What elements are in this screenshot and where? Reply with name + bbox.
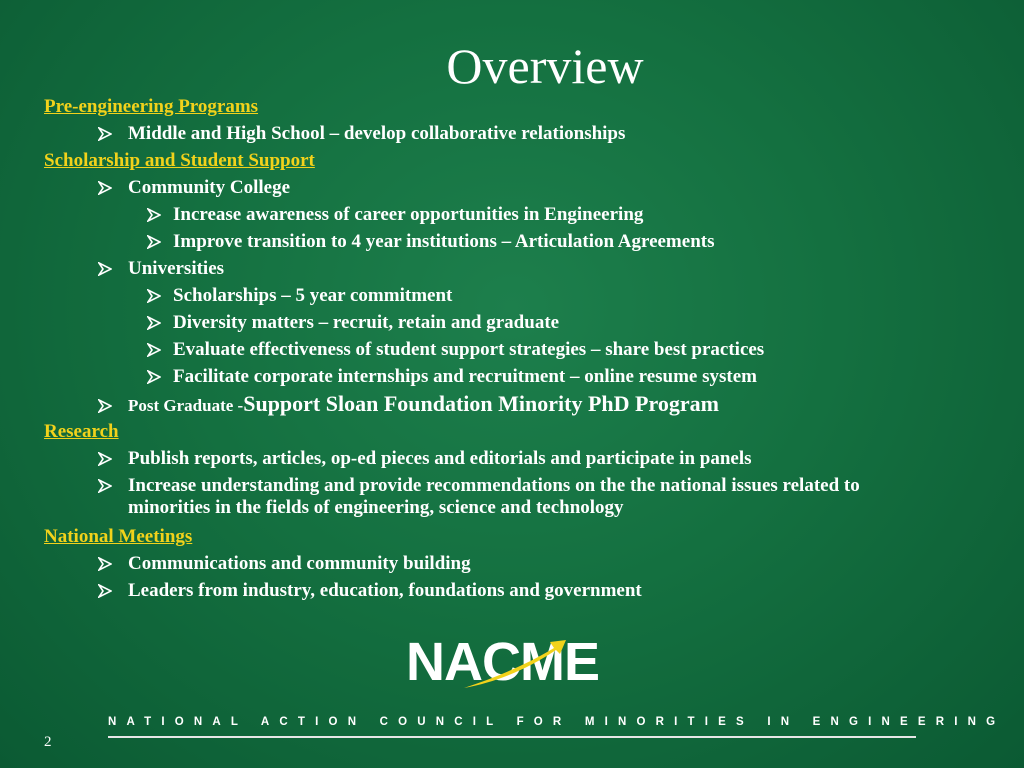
- list-item-text: Facilitate corporate internships and recruitment – online resume system: [173, 366, 757, 387]
- arrow-bullet-icon: [98, 395, 118, 417]
- page-number: 2: [44, 734, 52, 750]
- list-item: [44, 393, 1004, 421]
- list-item-text: Evaluate effectiveness of student support strategies – share best practices: [173, 339, 765, 360]
- arrow-bullet-icon: [147, 204, 167, 226]
- arrow-bullet-icon: [98, 123, 118, 145]
- list-item-text: Diversity matters – recruit, retain and graduate: [173, 312, 560, 333]
- list-item: [44, 177, 1004, 204]
- list-item: [44, 204, 1004, 231]
- arrow-bullet-icon: [147, 312, 167, 334]
- list-item: [44, 366, 1004, 393]
- list-item: [44, 258, 1004, 285]
- list-item: [44, 123, 1004, 150]
- arrow-bullet-icon: [98, 580, 118, 602]
- list-item: [44, 339, 1004, 366]
- logo-tagline: NATIONAL ACTION COUNCIL FOR MINORITIES IN ENGINEERING: [108, 714, 916, 738]
- list-item-text: Middle and High School – develop collaborative relationships: [128, 123, 626, 144]
- heading-pre-engineering: Pre-engineering Programs: [44, 96, 259, 117]
- list-item-text: Leaders from industry, education, foundations and government: [128, 580, 642, 601]
- list-item-text: Increase awareness of career opportunities in Engineering: [173, 204, 644, 225]
- arrow-bullet-icon: [147, 231, 167, 253]
- arrow-bullet-icon: [147, 339, 167, 361]
- list-item-text: Universities: [128, 258, 225, 279]
- list-item: [44, 231, 1004, 258]
- arrow-bullet-icon: [147, 366, 167, 388]
- list-item-text: Publish reports, articles, op-ed pieces and editorials and participate in panels: [128, 448, 752, 469]
- list-item: [44, 312, 1004, 339]
- arrow-bullet-icon: [98, 258, 118, 280]
- nacme-logo: [404, 630, 624, 690]
- arrow-bullet-icon: [98, 475, 118, 497]
- list-item: [44, 580, 1004, 607]
- slide-content: [44, 96, 1004, 607]
- list-item-text: Improve transition to 4 year institutions – Articulation Agreements: [173, 231, 715, 252]
- list-item: [44, 285, 1004, 312]
- list-item: [44, 475, 928, 519]
- list-item-text: Community College: [128, 177, 291, 198]
- list-item: [44, 448, 1004, 475]
- list-item-text: Communications and community building: [128, 553, 471, 574]
- heading-scholarship: Scholarship and Student Support: [44, 150, 315, 171]
- list-item-text: Scholarships – 5 year commitment: [173, 285, 453, 306]
- heading-national-meetings: National Meetings: [44, 526, 193, 547]
- list-item-text: Increase understanding and provide recommendations on the the national issues related to minorities in the fields of engineering, science and technology: [128, 475, 860, 518]
- slide-title: Overview: [446, 38, 644, 94]
- post-graduate-label: Post Graduate -: [128, 396, 244, 415]
- arrow-bullet-icon: [98, 553, 118, 575]
- post-graduate-program: Support Sloan Foundation Minority PhD Program: [243, 391, 719, 416]
- arrow-bullet-icon: [147, 285, 167, 307]
- list-item: [44, 553, 1004, 580]
- heading-research: Research: [44, 421, 119, 442]
- arrow-bullet-icon: [98, 448, 118, 470]
- arrow-bullet-icon: [98, 177, 118, 199]
- logo-wordmark: NACME: [406, 632, 599, 690]
